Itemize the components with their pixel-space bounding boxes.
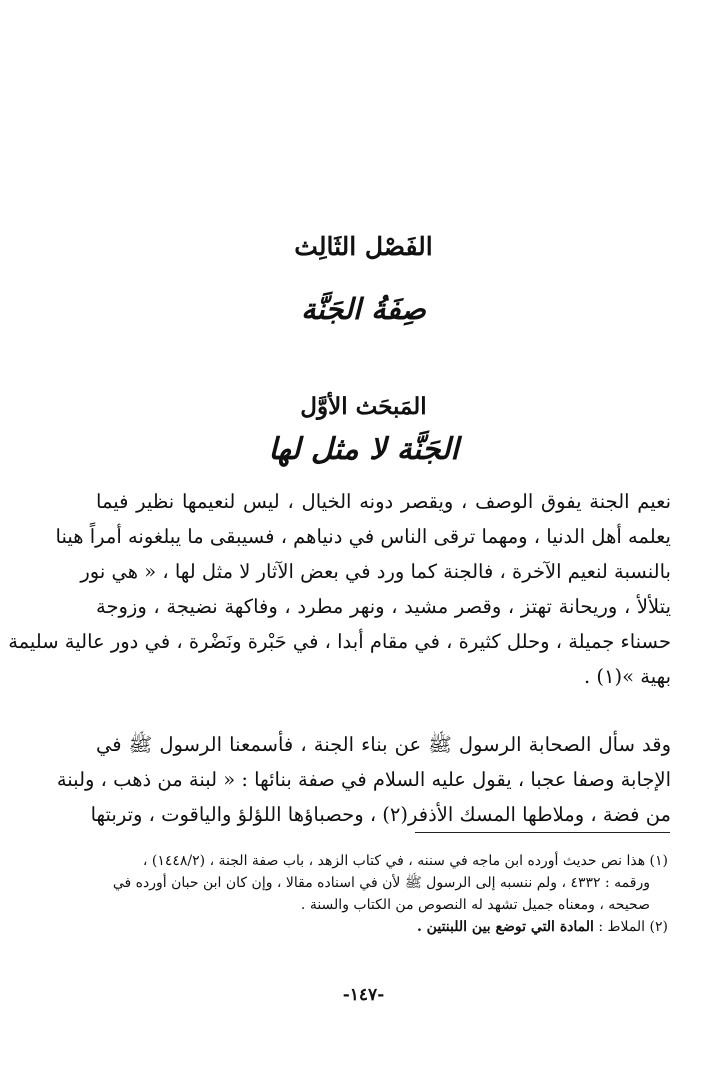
footnote-1-line: (١) هذا نص حديث أورده ابن ماجه في سننه ، في كتاب الزهد ، باب صفة الجنة ، (١٤٤٨/٢) ، xyxy=(142,853,668,869)
footnote-2-text: المادة التي توضع بين اللبنتين . xyxy=(416,919,594,935)
page-number: -١٤٧- xyxy=(342,985,385,1005)
paragraph-1 xyxy=(8,484,671,694)
text-line: نعيم الجنة يفوق الوصف ، ويقصر دونه الخيال ، ليس لنعيمها نظير فيما xyxy=(96,490,671,513)
section-subtitle: الجَنَّة لا مثل لها xyxy=(268,432,459,467)
footnote-2 xyxy=(90,916,668,938)
chapter-subtitle: صِفَةُ الجَنَّة xyxy=(301,292,426,326)
footnote-1-line: ورقمه : ٤٣٣٢ ، ولم ننسبه إلى الرسول ﷺ لأن في اسناده مقالا ، وإن كان ابن حبان أورده في xyxy=(112,875,650,891)
paragraph-2 xyxy=(56,727,671,832)
text-line: الإجابة وصفا عجبا ، يقول عليه السلام في صفة بنائها : « لبنة من ذهب ، ولبنة xyxy=(56,768,671,791)
footnotes xyxy=(90,850,668,938)
footnote-2-label: (٢) الملاط : xyxy=(598,919,668,935)
text-line: من فضة ، وملاطها المسك الأذفر(٢) ، وحصباؤها اللؤلؤ والياقوت ، وتربتها xyxy=(90,803,671,826)
text-line: يتلألأ ، وريحانة تهتز ، وقصر مشيد ، ونهر مطرد ، وفاكهة نضيجة ، وزوجة xyxy=(96,595,671,618)
chapter-title: الفَصْل الثَالِث xyxy=(294,232,433,261)
text-line: وقد سأل الصحابة الرسول ﷺ عن بناء الجنة ، فأسمعنا الرسول ﷺ في xyxy=(96,733,671,756)
text-line: حسناء جميلة ، وحلل كثيرة ، في مقام أبدا ، في حَبْرة ونَضْرة ، في دور عالية سليمة xyxy=(8,630,671,653)
section-title: المَبحَث الأوَّل xyxy=(300,393,427,420)
text-line: بالنسبة لنعيم الآخرة ، فالجنة كما ورد في بعض الآثار لا مثل لها ، « هي نور xyxy=(80,560,671,583)
text-line: بهية »(١) . xyxy=(584,665,671,688)
footnote-divider xyxy=(415,832,670,833)
footnote-1-line: صحيحه ، ومعناه جميل تشهد له النصوص من الكتاب والسنة . xyxy=(300,897,650,913)
text-line: يعلمه أهل الدنيا ، ومهما ترقى الناس في دنياهم ، فسيبقى ما يبلغونه أمراً هينا xyxy=(55,525,671,548)
